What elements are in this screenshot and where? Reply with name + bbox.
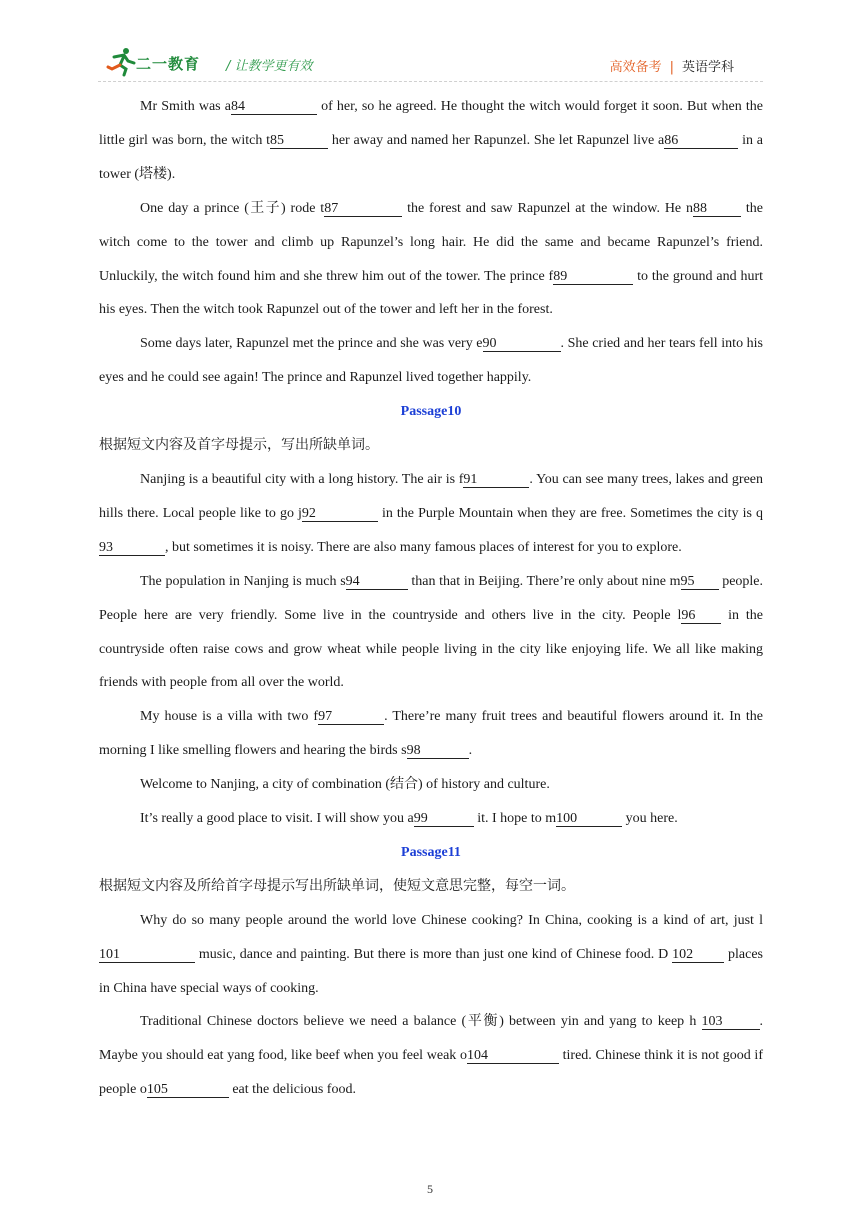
blank-87: 87 [324, 202, 402, 217]
blank-89: 89 [553, 270, 633, 285]
blank-94: 94 [346, 575, 408, 590]
instruction: 根据短文内容及所给首字母提示写出所缺单词，使短文意思完整，每空一词。 [99, 878, 575, 894]
header-exam-label: 高效备考 [609, 60, 662, 75]
blank-91: 91 [463, 473, 529, 488]
blank-103: 103 [702, 1015, 760, 1030]
page-content [99, 90, 763, 1107]
blank-93: 93 [99, 541, 165, 556]
text: tired. Chinese think it is not good if people o [99, 1048, 763, 1098]
text: . [468, 743, 473, 759]
paragraph [99, 700, 763, 768]
text: places in China have special ways of cooking. [99, 946, 763, 996]
text: The population in Nanjing is much s [140, 573, 346, 589]
paragraph [99, 327, 763, 395]
blank-97: 97 [318, 710, 384, 725]
text: Traditional Chinese doctors believe we need a balance (平衡) between yin and yang to keep h [140, 1014, 702, 1030]
blank-104: 104 [467, 1049, 559, 1064]
passage-title: Passage11 [401, 844, 461, 860]
blank-85: 85 [270, 134, 328, 149]
text: , but sometimes it is noisy. There are also many famous places of interest for you to explore. [165, 539, 682, 555]
blank-99: 99 [414, 812, 474, 827]
blank-90: 90 [483, 337, 561, 352]
blank-95: 95 [681, 575, 719, 590]
blank-88: 88 [693, 202, 741, 217]
text: you here. [622, 811, 678, 827]
blank-96: 96 [681, 609, 721, 624]
text: It’s really a good place to visit. I will show you a [140, 811, 414, 827]
runner-logo-icon [106, 47, 136, 82]
blank-105: 105 [147, 1083, 229, 1098]
text: . You can see many trees, lakes and green hills there. Local people like to go j [99, 471, 763, 521]
header-separator: | [669, 60, 674, 75]
blank-101: 101 [99, 948, 195, 963]
blank-92: 92 [302, 507, 378, 522]
text: Some days later, Rapunzel met the prince and she was very e [140, 336, 483, 352]
paragraph [99, 1005, 763, 1107]
page-header [0, 0, 860, 90]
paragraph [99, 904, 763, 1006]
logo-text: 二一教育 [136, 55, 201, 73]
blank-102: 102 [672, 948, 724, 963]
text: . Maybe you should eat yang food, like beef when you feel weak o [99, 1014, 763, 1064]
blank-100: 100 [556, 812, 622, 827]
blank-98: 98 [407, 744, 469, 759]
header-subject-label: 英语学科 [681, 60, 734, 75]
text: Why do so many people around the world love Chinese cooking? In China, cooking is a kind of art, just l [140, 912, 763, 928]
text: the forest and saw Rapunzel at the window. He n [402, 200, 694, 216]
text: than that in Beijing. There’re only about nine m [407, 573, 681, 589]
paragraph [99, 463, 763, 565]
page-number: 5 [427, 1182, 433, 1196]
text: music, dance and painting. But there is more than just one kind of Chinese food. D [195, 946, 673, 962]
text: it. I hope to m [473, 811, 557, 827]
text: the witch come to the tower and climb up Rapunzel’s long hair. He did the same and became Rapunzel’s friend. Unluckily, the witch found him and she threw him out of the tower. The prince f [99, 200, 763, 284]
logo-slogan: / 让教学更有效 [226, 59, 313, 74]
text: in a tower (塔楼). [99, 132, 763, 182]
text: Mr Smith was a [140, 99, 231, 114]
blank-84: 84 [231, 100, 317, 115]
text: One day a prince (王子) rode t [140, 200, 325, 216]
text: My house is a villa with two f [140, 709, 319, 725]
text: her away and named her Rapunzel. She let Rapunzel live a [328, 132, 665, 148]
text: to the ground and hurt his eyes. Then the witch took Rapunzel out of the tower and left her in the forest. [99, 268, 764, 318]
paragraph [99, 90, 763, 192]
header-subject [610, 56, 734, 75]
passage-title: Passage10 [400, 404, 462, 420]
paragraph [99, 802, 763, 836]
blank-86: 86 [664, 134, 738, 149]
text: . She cried and her tears fell into his eyes and he could see again! The prince and Rapunzel lived together happily. [99, 336, 763, 386]
text: in the Purple Mountain when they are free. Sometimes the city is q [377, 505, 763, 521]
text: . There’re many fruit trees and beautiful flowers around it. In the morning I like smelling flowers and hearing the birds s [99, 709, 763, 759]
text: people. People here are very friendly. Some live in the countryside and others live in the city. People l [99, 573, 764, 623]
instruction: 根据短文内容及首字母提示，写出所缺单词。 [99, 438, 379, 454]
header-divider [98, 81, 763, 82]
paragraph: Welcome to Nanjing, a city of combination (结合) of history and culture. [140, 777, 550, 793]
text: in the countryside often raise cows and grow wheat while people living in the city like enjoying life. We all like making friends with people from all over the world. [99, 607, 763, 691]
text: Nanjing is a beautiful city with a long history. The air is f [140, 471, 464, 487]
text: eat the delicious food. [228, 1082, 356, 1098]
text: of her, so he agreed. He thought the witch would forget it soon. But when the little girl was born, the witch t [99, 99, 763, 148]
paragraph [99, 565, 763, 701]
paragraph [99, 192, 763, 328]
